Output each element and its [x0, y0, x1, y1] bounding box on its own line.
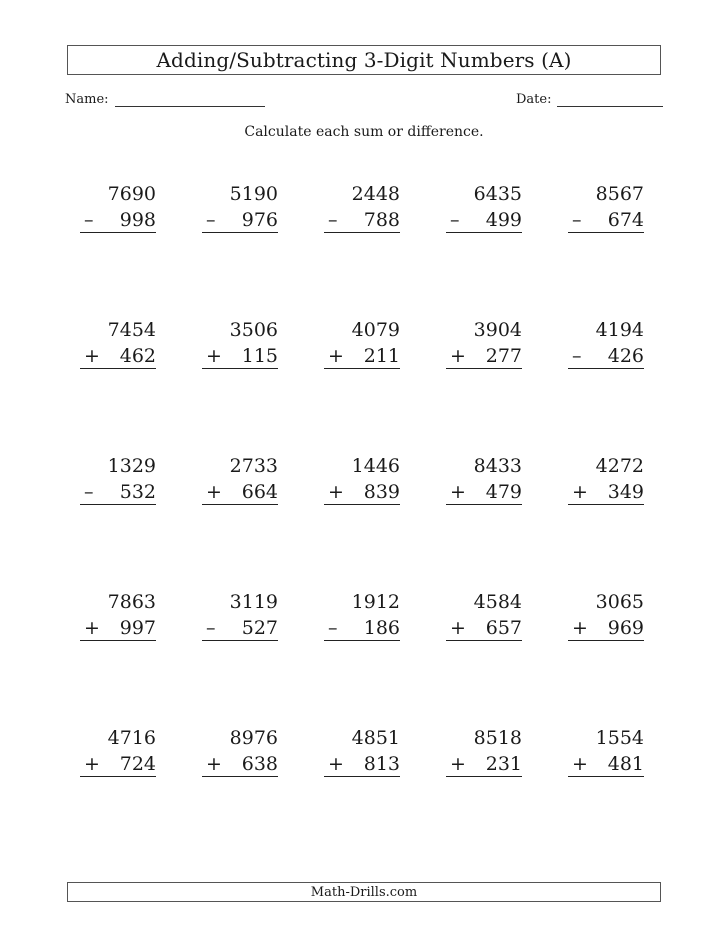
problem-19 [446, 589, 522, 641]
problem-top-number: 4716 [107, 727, 156, 749]
problem-bottom-row [202, 207, 278, 233]
problem-top-number: 8433 [473, 455, 522, 477]
problem-top-number: 5190 [229, 183, 278, 205]
problem-operator: + [84, 345, 100, 367]
problem-bottom-row [324, 751, 400, 777]
problem-bottom-row [568, 343, 644, 369]
problem-operator: + [572, 481, 588, 503]
problem-top-number: 8567 [595, 183, 644, 205]
problem-operator: – [206, 617, 216, 639]
problem-operator: – [84, 481, 94, 503]
problem-bottom-row [324, 343, 400, 369]
problem-7 [202, 317, 278, 369]
problem-bottom-number: 664 [241, 481, 278, 503]
problem-22 [202, 725, 278, 777]
date-label: Date: [516, 92, 552, 107]
problem-12 [202, 453, 278, 505]
problem-operator: + [450, 481, 466, 503]
problem-operator: + [328, 481, 344, 503]
problem-operator: – [450, 209, 460, 231]
problem-bottom-row [202, 343, 278, 369]
problem-11 [80, 453, 156, 505]
problem-bottom-number: 349 [607, 481, 644, 503]
problem-14 [446, 453, 522, 505]
problem-bottom-number: 969 [607, 617, 644, 639]
problem-bottom-number: 499 [485, 209, 522, 231]
problem-20 [568, 589, 644, 641]
problem-bottom-row [202, 615, 278, 641]
problem-5 [568, 181, 644, 233]
problem-operator: – [572, 209, 582, 231]
problem-bottom-number: 426 [607, 345, 644, 367]
problem-bottom-number: 657 [485, 617, 522, 639]
problem-21 [80, 725, 156, 777]
problem-operator: + [328, 753, 344, 775]
problem-bottom-row [568, 207, 644, 233]
problem-bottom-number: 481 [607, 753, 644, 775]
problem-bottom-row [568, 615, 644, 641]
problem-bottom-row [202, 479, 278, 505]
problem-1 [80, 181, 156, 233]
problem-bottom-number: 231 [485, 753, 522, 775]
problem-operator: + [572, 753, 588, 775]
problem-top-number: 8976 [229, 727, 278, 749]
instructions: Calculate each sum or difference. [244, 124, 484, 140]
problem-23 [324, 725, 400, 777]
problem-bottom-row [324, 615, 400, 641]
problem-top-number: 1554 [595, 727, 644, 749]
problem-6 [80, 317, 156, 369]
problem-10 [568, 317, 644, 369]
problem-operator: + [206, 345, 222, 367]
problem-bottom-number: 186 [363, 617, 400, 639]
problem-top-number: 4194 [595, 319, 644, 341]
problem-bottom-row [80, 207, 156, 233]
problem-bottom-number: 998 [119, 209, 156, 231]
problem-top-number: 2733 [229, 455, 278, 477]
problem-3 [324, 181, 400, 233]
problem-top-number: 1912 [351, 591, 400, 613]
problem-operator: + [328, 345, 344, 367]
problem-bottom-number: 813 [363, 753, 400, 775]
problem-bottom-number: 527 [241, 617, 278, 639]
problem-bottom-number: 638 [241, 753, 278, 775]
problem-bottom-row [202, 751, 278, 777]
problem-bottom-row [446, 479, 522, 505]
problem-top-number: 4272 [595, 455, 644, 477]
problem-top-number: 7454 [107, 319, 156, 341]
name-label: Name: [65, 92, 109, 107]
problem-operator: + [450, 345, 466, 367]
problem-bottom-number: 997 [119, 617, 156, 639]
problem-bottom-row [446, 751, 522, 777]
problem-operator: + [84, 753, 100, 775]
problem-top-number: 3119 [229, 591, 278, 613]
problem-bottom-row [324, 207, 400, 233]
problem-top-number: 3904 [473, 319, 522, 341]
problem-top-number: 7863 [107, 591, 156, 613]
problem-operator: – [328, 209, 338, 231]
problem-operator: – [84, 209, 94, 231]
problem-13 [324, 453, 400, 505]
problem-top-number: 4079 [351, 319, 400, 341]
problem-operator: + [206, 481, 222, 503]
problem-15 [568, 453, 644, 505]
problem-bottom-row [446, 615, 522, 641]
problem-4 [446, 181, 522, 233]
problem-bottom-number: 788 [363, 209, 400, 231]
problem-operator: – [206, 209, 216, 231]
problem-bottom-row [80, 751, 156, 777]
problem-bottom-number: 532 [119, 481, 156, 503]
problem-bottom-number: 724 [119, 753, 156, 775]
problem-bottom-row [324, 479, 400, 505]
problem-top-number: 3506 [229, 319, 278, 341]
problem-bottom-row [568, 479, 644, 505]
problem-bottom-number: 211 [363, 345, 400, 367]
problem-bottom-number: 462 [119, 345, 156, 367]
problem-24 [446, 725, 522, 777]
problem-operator: – [328, 617, 338, 639]
worksheet-title: Adding/Subtracting 3-Digit Numbers (A) [67, 45, 661, 75]
problem-top-number: 7690 [107, 183, 156, 205]
problem-16 [80, 589, 156, 641]
problem-operator: – [572, 345, 582, 367]
footer: Math-Drills.com [67, 882, 661, 902]
problem-bottom-row [446, 343, 522, 369]
problem-8 [324, 317, 400, 369]
problem-bottom-row [80, 479, 156, 505]
problem-bottom-number: 976 [241, 209, 278, 231]
problem-top-number: 4584 [473, 591, 522, 613]
problem-top-number: 3065 [595, 591, 644, 613]
problem-top-number: 8518 [473, 727, 522, 749]
problem-bottom-number: 479 [485, 481, 522, 503]
problem-17 [202, 589, 278, 641]
problem-operator: + [206, 753, 222, 775]
problem-bottom-number: 115 [241, 345, 278, 367]
problem-operator: + [84, 617, 100, 639]
problem-operator: + [450, 753, 466, 775]
problem-top-number: 1446 [351, 455, 400, 477]
problem-operator: + [572, 617, 588, 639]
problem-bottom-row [446, 207, 522, 233]
problem-top-number: 2448 [351, 183, 400, 205]
problem-operator: + [450, 617, 466, 639]
problem-bottom-row [80, 343, 156, 369]
problem-bottom-row [80, 615, 156, 641]
problem-2 [202, 181, 278, 233]
problem-top-number: 1329 [107, 455, 156, 477]
problem-bottom-row [568, 751, 644, 777]
problem-top-number: 6435 [473, 183, 522, 205]
problem-bottom-number: 277 [485, 345, 522, 367]
problem-bottom-number: 839 [363, 481, 400, 503]
problem-bottom-number: 674 [607, 209, 644, 231]
problem-25 [568, 725, 644, 777]
problem-18 [324, 589, 400, 641]
problem-9 [446, 317, 522, 369]
problem-top-number: 4851 [351, 727, 400, 749]
